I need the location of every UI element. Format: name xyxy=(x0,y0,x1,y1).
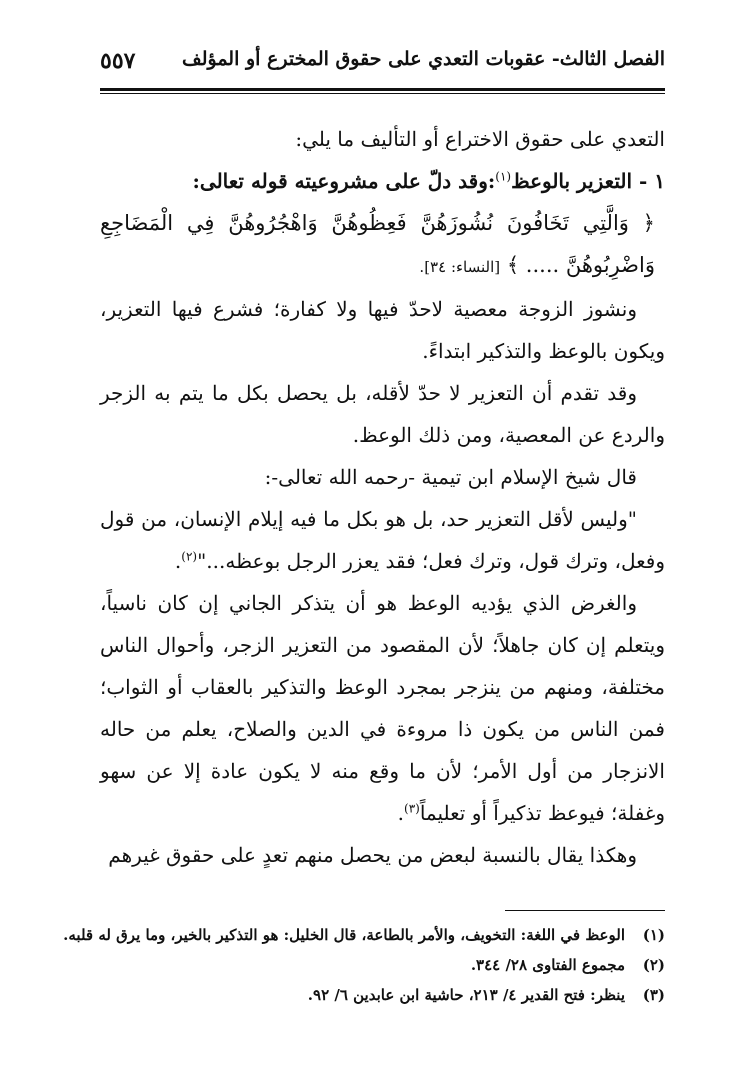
paragraph-2: وقد تقدم أن التعزير لا حدّ لأقله، بل يحصل بكل ما يتم به الزجر والردع عن المعصية، ومن ذلك الوعظ. xyxy=(100,381,665,447)
footnote-number: (٣) xyxy=(642,986,665,1004)
paragraph-5: والغرض الذي يؤديه الوعظ هو أن يتذكر الجاني إن كان ناسياً، ويتعلم إن كان جاهلاً؛ لأن المقصود من التعزير الزجر، وأحوال الناس مختلفة، ومنهم من ينزجر بمجرد الوعظ والتذكير بالعقاب أو الثواب؛ فمن الناس من يكون ذا مروءة في الدين والصلاح، يعلم من حاله الانزجار من أول الأمر؛ لأن ما وقع منه لا يكون عادة إلا عن سهو وغفلة؛ فيوعظ تذكيراً أو تعليماً$^{(٣)}$. xyxy=(100,591,665,825)
running-header xyxy=(100,44,665,88)
quote-paragraph: "وليس لأقل التعزير حد، بل هو بكل ما فيه إيلام الإنسان، من قول وفعل، وترك قول، وترك فعل؛ فقد يعزر الرجل بوعظه..."$^{(٢)}$. xyxy=(100,507,665,573)
footnote-number: (١) xyxy=(642,926,665,944)
footnote-ref-3: (٣) xyxy=(404,801,420,816)
footnote-text: الوعظ في اللغة: التخويف، والأمر بالطاعة، قال الخليل: هو التذكير بالخير، وما يرق له قلبه. xyxy=(63,926,625,944)
section-heading-line xyxy=(100,160,665,202)
heading-continuation: :وقد دلّ على مشروعيته قوله تعالى: xyxy=(192,169,496,193)
paragraph-6: وهكذا يقال بالنسبة لبعض من يحصل منهم تعدٍ على حقوق غيرهم xyxy=(108,843,637,867)
quran-reference: [النساء: ٣٤]. xyxy=(419,258,501,276)
footnote-ref-2: (٢) xyxy=(181,549,198,564)
paragraph-3: قال شيخ الإسلام ابن تيمية -رحمه الله تعالى-: xyxy=(264,465,637,489)
footnote-text: مجموع الفتاوى ٢٨/ ٣٤٤. xyxy=(470,956,625,974)
section-heading: ١ - التعزير بالوعظ xyxy=(511,169,665,193)
footnote-1 xyxy=(63,920,665,950)
chapter-title: الفصل الثالث- عقوبات التعدي على حقوق المخترع أو المؤلف xyxy=(182,48,665,70)
footnote-2 xyxy=(100,950,665,980)
quran-verse xyxy=(100,202,665,288)
paragraph-1: ونشوز الزوجة معصية لاحدّ فيها ولا كفارة؛ فشرع فيها التعزير، ويكون بالوعظ والتذكير ابتداءً. xyxy=(100,297,665,363)
footnote-3 xyxy=(100,980,665,1010)
intro-line: التعدي على حقوق الاختراع أو التأليف ما يلي: xyxy=(295,127,665,151)
footnote-text: ينظر: فتح القدير ٤/ ٢١٣، حاشية ابن عابدين ٦/ ٩٢. xyxy=(307,986,625,1004)
paragraph-5-text: والغرض الذي يؤديه الوعظ هو أن يتذكر الجاني إن كان ناسياً، ويتعلم إن كان جاهلاً؛ لأن المقصود من التعزير الزجر، وأحوال الناس مختلفة، ومنهم من ينزجر بمجرد الوعظ والتذكير بالعقاب أو الثواب؛ فمن الناس من يكون ذا مروءة في الدين والصلاح، يعلم من حاله الانزجار من أول الأمر؛ لأن ما وقع منه لا يكون عادة إلا عن سهو وغفلة؛ فيوعظ تذكيراً أو تعليماً xyxy=(100,591,665,825)
header-rule-thin xyxy=(100,93,665,94)
footnote-separator xyxy=(505,910,665,911)
page-number: ٥٥٧ xyxy=(100,48,136,74)
quran-text: ﴿ وَالَّتِي تَخَافُونَ نُشُوزَهُنَّ فَعِظُوهُنَّ وَاهْجُرُوهُنَّ فِي الْمَضَاجِعِ وَاضْرِبُوهُنَّ ..... ﴾ xyxy=(100,211,655,277)
footnote-number: (٢) xyxy=(642,956,665,974)
quote-text: "وليس لأقل التعزير حد، بل هو بكل ما فيه إيلام الإنسان، من قول وفعل، وترك قول، وترك فعل؛ فقد يعزر الرجل بوعظه..." xyxy=(100,507,665,573)
footnote-ref-1: (١) xyxy=(495,169,512,184)
main-text xyxy=(100,118,665,876)
header-rule-thick xyxy=(100,88,665,91)
footnotes xyxy=(63,920,665,1010)
